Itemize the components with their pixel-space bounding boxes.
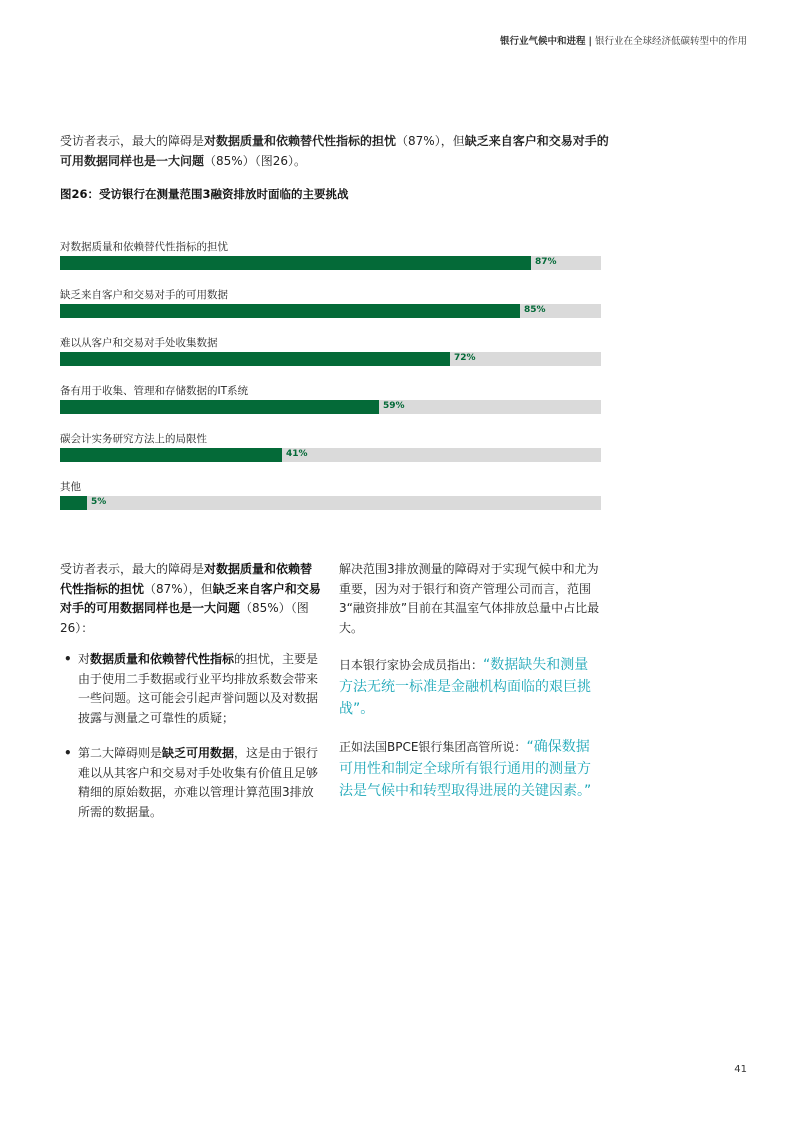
right-paragraph-1: 解决范围3排放测量的障碍对于实现气候中和尤为重要，因为对于银行和资产管理公司而言，范围3“融资排放”目前在其温室气体排放总量中占比最大。 <box>339 562 600 635</box>
intro-bold-1: 对数据质量和依赖替代性指标的担忧 <box>204 134 397 148</box>
bar-track <box>60 400 601 414</box>
bar-chart <box>60 232 601 520</box>
running-header <box>500 33 747 47</box>
bullet-dot-icon: • <box>64 652 72 666</box>
left-text-2: （87%），但 <box>144 581 213 596</box>
chart-row <box>60 232 601 280</box>
left-paragraph <box>60 560 322 638</box>
header-separator: | <box>588 36 592 47</box>
pull-quote-1: “数据缺失和测量方法无统一标准是金融机构面临的艰巨挑战”。 <box>339 657 591 717</box>
intro-text-3: （85%）（图26）。 <box>204 154 306 168</box>
bullet-item-1 <box>60 650 322 728</box>
header-subtitle: 银行业在全球经济低碳转型中的作用 <box>594 36 747 47</box>
bar-fill <box>60 448 282 462</box>
chart-row <box>60 424 601 472</box>
bar-track <box>60 304 601 318</box>
right-paragraph-3 <box>339 736 601 802</box>
left-bold-2: 缺乏来自客户和交易对手的可用数据同样也是一大问题 <box>60 581 321 615</box>
bullet1-pre: 对 <box>78 652 91 666</box>
chart-row <box>60 280 601 328</box>
category-label: 对数据质量和依赖替代性指标的担忧 <box>60 241 228 253</box>
bullet2-post: ，这是由于银行难以从其客户和交易对手处收集有价值且足够精细的原始数据，亦难以管理计算范围3排放所需的数据量。 <box>78 746 319 819</box>
left-column <box>60 560 322 838</box>
bar-fill <box>60 352 450 366</box>
value-label: 59% <box>383 401 405 411</box>
bullet-list <box>60 650 322 822</box>
page-number: 41 <box>734 1064 747 1075</box>
figure-title: 图26：受访银行在测量范围3融资排放时面临的主要挑战 <box>60 187 349 201</box>
bullet1-post: 的担忧，主要是由于使用二手数据或行业平均排放系数会带来一些问题。这可能会引起声誉问题以及对数据披露与测量之可靠性的质疑； <box>78 652 319 725</box>
bar-track <box>60 448 601 462</box>
category-label: 缺乏来自客户和交易对手的可用数据 <box>60 289 228 301</box>
left-text-1: 受访者表示，最大的障碍是 <box>60 562 205 576</box>
intro-text-1: 受访者表示，最大的障碍是 <box>60 134 205 148</box>
intro-bold-2: 缺乏来自客户和交易对手的可用数据同样也是一大问题 <box>60 134 609 168</box>
quote-lead-2: 正如法国BPCE银行集团高管所说： <box>339 740 527 754</box>
header-title: 银行业气候中和进程 <box>499 36 586 47</box>
value-label: 85% <box>524 305 546 315</box>
bullet2-bold: 缺乏可用数据 <box>162 746 235 760</box>
value-label: 72% <box>454 353 476 363</box>
right-column <box>339 560 601 818</box>
right-paragraph-2 <box>339 654 601 720</box>
pull-quote-2: “确保数据可用性和制定全球所有银行通用的测量方法是气候中和转型取得进展的关键因素。” <box>339 739 592 799</box>
category-label: 其他 <box>60 481 81 493</box>
bar-track <box>60 256 601 270</box>
category-label: 难以从客户和交易对手处收集数据 <box>60 337 218 349</box>
category-label: 备有用于收集、管理和存储数据的IT系统 <box>60 385 249 397</box>
bar-fill <box>60 496 87 510</box>
left-bold-1: 对数据质量和依赖替代性指标的担忧 <box>60 562 313 596</box>
intro-text-2: （87%），但 <box>396 134 465 148</box>
category-label: 碳会计实务研究方法上的局限性 <box>60 433 207 445</box>
bar-track <box>60 352 601 366</box>
bullet-dot-icon: • <box>64 746 72 760</box>
bullet1-bold: 数据质量和依赖替代性指标 <box>90 652 235 666</box>
value-label: 87% <box>535 257 557 267</box>
bar-fill <box>60 256 531 270</box>
bar-fill <box>60 400 379 414</box>
bullet2-pre: 第二大障碍则是 <box>78 746 163 760</box>
bar-track <box>60 496 601 510</box>
quote-lead-1: 日本银行家协会成员指出： <box>339 658 484 672</box>
chart-row <box>60 472 601 520</box>
intro-paragraph <box>60 131 620 171</box>
chart-row <box>60 328 601 376</box>
bullet-item-2 <box>60 744 322 822</box>
value-label: 5% <box>91 497 107 507</box>
chart-row <box>60 376 601 424</box>
left-text-3: （85%）（图26）： <box>60 601 309 635</box>
value-label: 41% <box>286 449 308 459</box>
bar-fill <box>60 304 520 318</box>
